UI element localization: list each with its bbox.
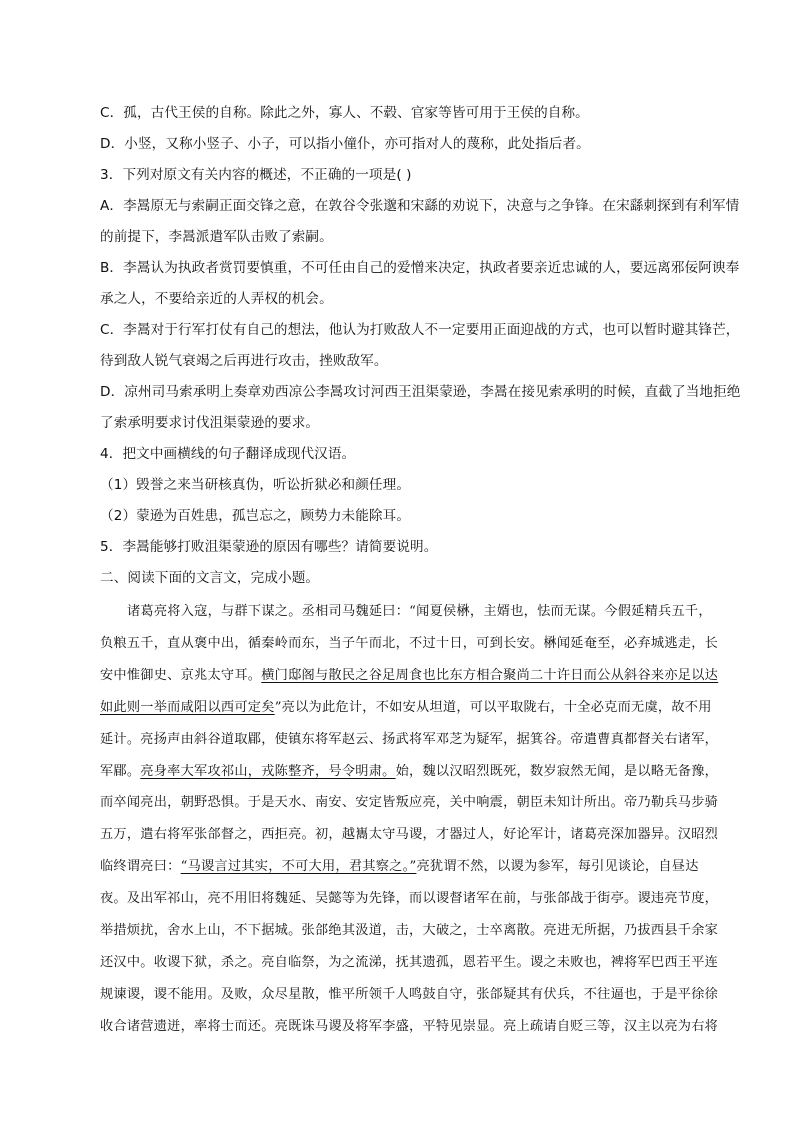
passage-line: 举措烦扰，舍水上山，不下据城。张郃绝其汲道，击，大破之，士卒离散。亮进无所据，乃拔西县千余家 [100,923,719,939]
underlined-sentence: 亮身率大军攻祁山，戎陈整齐，号令明肃。 [140,763,396,779]
q3-option-b-line-1: B．李暠认为执政者赏罚要慎重，不可任由自己的爱憎来决定，执政者要亲近忠诚的人，要远离邪佞阿谀奉 [100,260,740,276]
option-d-line: D．小竖，又称小竖子、小子，可以指小僮仆，亦可指对人的蔑称，此处指后者。 [100,136,590,152]
passage-line: 收合诸营遗迸，率将士而还。亮既诛马谡及将军李盛，平特见崇显。亮上疏请自贬三等，汉主以亮为右将 [100,1018,719,1034]
q3-option-c-line-2: 待到敌人锐气衰竭之后再进行攻击，挫败敌军。 [100,353,388,369]
passage-line: 五万，遣右将军张郃督之，西拒亮。初，越巂太守马谡，才器过人，好论军计，诸葛亮深加器异。汉昭烈 [100,827,719,843]
question-4-item-2: （2）蒙逊为百姓患，孤岂忘之，顾势力未能除耳。 [100,508,411,524]
question-4-stem: 4．把文中画横线的句子翻译成现代汉语。 [100,446,356,462]
option-c-line: C．孤，古代王侯的自称。除此之外，寡人、不毂、官家等皆可用于王侯的自称。 [100,105,589,121]
passage-line: 夜。及出军祁山，亮不用旧将魏延、吴懿等为先锋，而以谡督诸军在前，与张郃战于街亭。谡违亮节度， [100,891,719,907]
question-section [100,98,741,594]
q3-option-d-line-1: D．凉州司马索承明上奏章劝西凉公李暠攻讨河西王沮渠蒙逊，李暠在接见索承明的时候，直截了当地拒绝 [100,384,741,400]
passage-line: 还汉中。收谡下狱，杀之。亮自临祭，为之流涕，抚其遗孤，恩若平生。谡之未败也，裨将军巴西王平连 [100,954,719,970]
underlined-sentence: 如此则一举而咸阳以西可定矣 [100,699,275,715]
passage-text: 亮犹谓不然，以谡为参军，每引见谈论，自昼达 [416,859,699,875]
q3-option-a-line-2: 的前提下，李暠派遣军队击败了索嗣。 [100,229,333,245]
q3-option-d-line-2: 了索承明要求讨伐沮渠蒙逊的要求。 [100,415,320,431]
passage-text: 始，魏以汉昭烈既死，数岁寂然无闻，是以略无备豫， [395,763,719,779]
section-2-heading: 二、阅读下面的文言文，完成小题。 [100,570,320,586]
underlined-sentence: “马谡言过其实，不可大用，君其察之。” [180,859,417,875]
q3-option-c-line-1: C．李暠对于行军打仗有自己的想法，他认为打败敌人不一定要用正面迎战的方式，也可以暂时避其锋芒， [100,322,740,338]
passage-text: 安中惟御史、京兆太守耳。 [100,667,262,683]
passage-line: 规谏谡，谡不能用。及败，众尽星散，惟平所领千人鸣鼓自守，张郃疑其有伏兵，不往逼也，于是平徐徐 [100,986,719,1002]
q3-option-a-line-1: A．李暠原无与索嗣正面交锋之意，在敦谷令张邈和宋繇的劝说下，决意与之争锋。在宋繇刺探到有利军情 [100,198,740,214]
passage-text: 军郿。 [100,763,141,779]
passage-line: 诸葛亮将入寇，与群下谋之。丞相司马魏延曰：“闻夏侯楙，主婿也，怯而无谋。今假延精兵五千， [127,604,712,619]
passage-line [100,756,719,788]
passage-line [100,660,719,692]
document-page [100,98,741,1043]
underlined-sentence: 横门邸阁与散民之谷足周食也比东方相合聚尚二十许日而公从斜谷来亦足以达 [261,667,719,683]
passage-line: 而卒闻亮出，朝野恐惧。于是天水、南安、安定皆叛应亮，关中响震，朝臣未知计所出。帝乃勒兵马步骑 [100,795,719,811]
passage-text: ”亮以为此危计，不如安从坦道，可以平取陇右，十全必克而无虞，故不用 [274,699,712,715]
question-5-stem: 5．李暠能够打败沮渠蒙逊的原因有哪些？请简要说明。 [100,539,438,555]
passage-line [100,851,699,883]
passage-line [100,692,712,724]
passage-line: 负粮五千，直从褒中出，循秦岭而东，当子午而北，不过十日，可到长安。楙闻延奄至，必弃城逃走，长 [100,635,719,651]
classical-passage [100,596,719,1043]
question-4-item-1: （1）毁誉之来当研核真伪，听讼折狱必和颜任理。 [100,477,411,493]
q3-option-b-line-2: 承之人，不要给亲近的人弄权的机会。 [100,291,333,307]
question-3-stem: 3．下列对原文有关内容的概述，不正确的一项是( ) [100,167,412,183]
passage-line: 延计。亮扬声由斜谷道取郿，使镇东将军赵云、扬武将军邓芝为疑军，据箕谷。帝遣曹真都督关右诸军， [100,731,719,747]
passage-text: 临终谓亮曰： [100,859,181,875]
